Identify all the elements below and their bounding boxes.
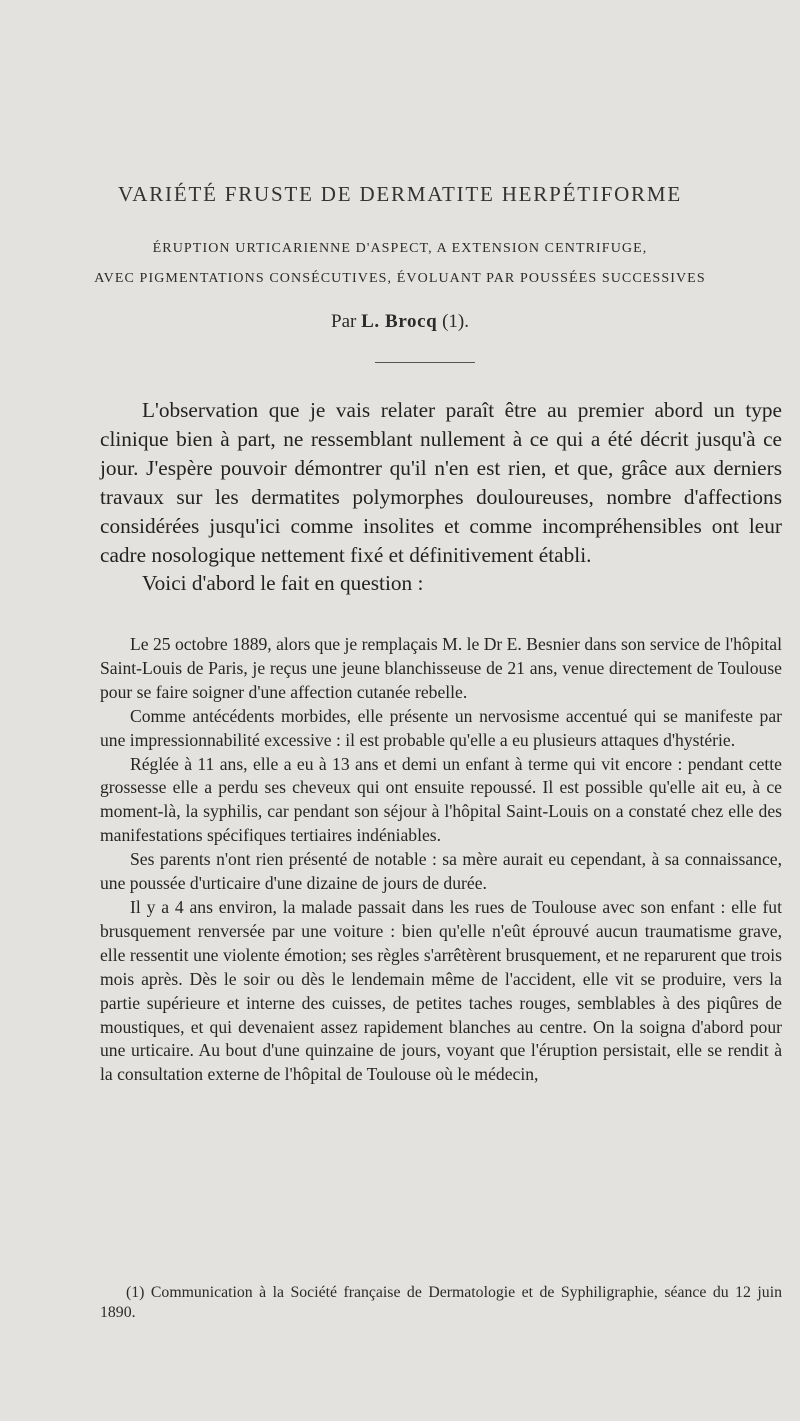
intro-paragraph: L'observation que je vais relater paraît être au premier abord un type clinique bien à part, ne ressemblant nullement à ce qui a été décrit jusqu'à ce jour. J'espère pouvoir démontrer qu'il n'en est rien, et que, grâce aux derniers travaux sur les dermatites polymorphes douloureuses, nombre d'affections considérées jusqu'ici comme insolites et comme incompréhensibles ont leur cadre nosologique nettement fixé et définitivement établi.	[100, 398, 782, 567]
body-paragraph: Réglée à 11 ans, elle a eu à 13 ans et demi un enfant à terme qui vit encore : pendant cette grossesse elle a perdu ses cheveux qui ont ensuite repoussé. Il est possible qu'elle ait eu, à ce moment-là, la syphilis, car pendant son séjour à l'hôpital Saint-Louis on a constaté chez elle des manifestations spécifiques tertiaires indéniables.	[100, 753, 782, 846]
article-subtitle-line-2: AVEC PIGMENTATIONS CONSÉCUTIVES, ÉVOLUANT PAR POUSSÉES SUCCESSIVES	[94, 271, 706, 286]
article-title: VARIÉTÉ FRUSTE DE DERMATITE HERPÉTIFORME	[118, 182, 682, 206]
body-paragraph: Comme antécédents morbides, elle présente un nervosisme accentué qui se manifeste par une impressionnabilité excessive : il est probable qu'elle a eu plusieurs attaques d'hystérie.	[100, 705, 782, 750]
body-paragraph: Le 25 octobre 1889, alors que je remplaçais M. le Dr E. Besnier dans son service de l'hôpital Saint-Louis de Paris, je reçus une jeune blanchisseuse de 21 ans, venue directement de Toulouse pour se faire soigner d'une affection cutanée rebelle.	[100, 634, 782, 702]
footnote-text: (1) Communication à la Société française de Dermatologie et de Syphiligraphie, séance du 12 juin 1890.	[100, 1284, 782, 1321]
case-observation	[100, 633, 782, 1087]
body-paragraph: Il y a 4 ans environ, la malade passait dans les rues de Toulouse avec son enfant : elle fut brusquement renversée par une voiture : bien qu'elle n'eût éprouvé aucun traumatisme grave, elle ressentit une violente émotion; ses règles s'arrêtèrent brusquement, et ne reparurent que trois mois après. Dès le soir ou dès le lendemain même de l'accident, elle vit se produire, vers la partie supérieure et interne des cuisses, de petites taches rouges, semblables à des piqûres de moustiques, et qui devenaient assez rapidement blanches au centre. On la soigna d'abord pour une urticaire. Au bout d'une quinzaine de jours, voyant que l'éruption persistait, elle se rendit à la consultation externe de l'hôpital de Toulouse où le médecin,	[100, 896, 782, 1085]
author-prefix: Par	[331, 311, 357, 332]
author-line	[0, 311, 800, 333]
intro-paragraph: Voici d'abord le fait en question :	[142, 571, 424, 596]
introduction	[100, 396, 782, 598]
body-paragraph: Ses parents n'ont rien présenté de notable : sa mère aurait eu cependant, à sa connaissance, une poussée d'urticaire d'une dizaine de jours de durée.	[100, 849, 782, 894]
footnote-reference: (1).	[442, 311, 469, 332]
article-subtitle-line-1: ÉRUPTION URTICARIENNE D'ASPECT, A EXTENSION CENTRIFUGE,	[152, 241, 648, 256]
author-name: L. Brocq	[361, 311, 438, 332]
footnote	[100, 1283, 782, 1323]
title-separator-rule	[375, 362, 475, 363]
